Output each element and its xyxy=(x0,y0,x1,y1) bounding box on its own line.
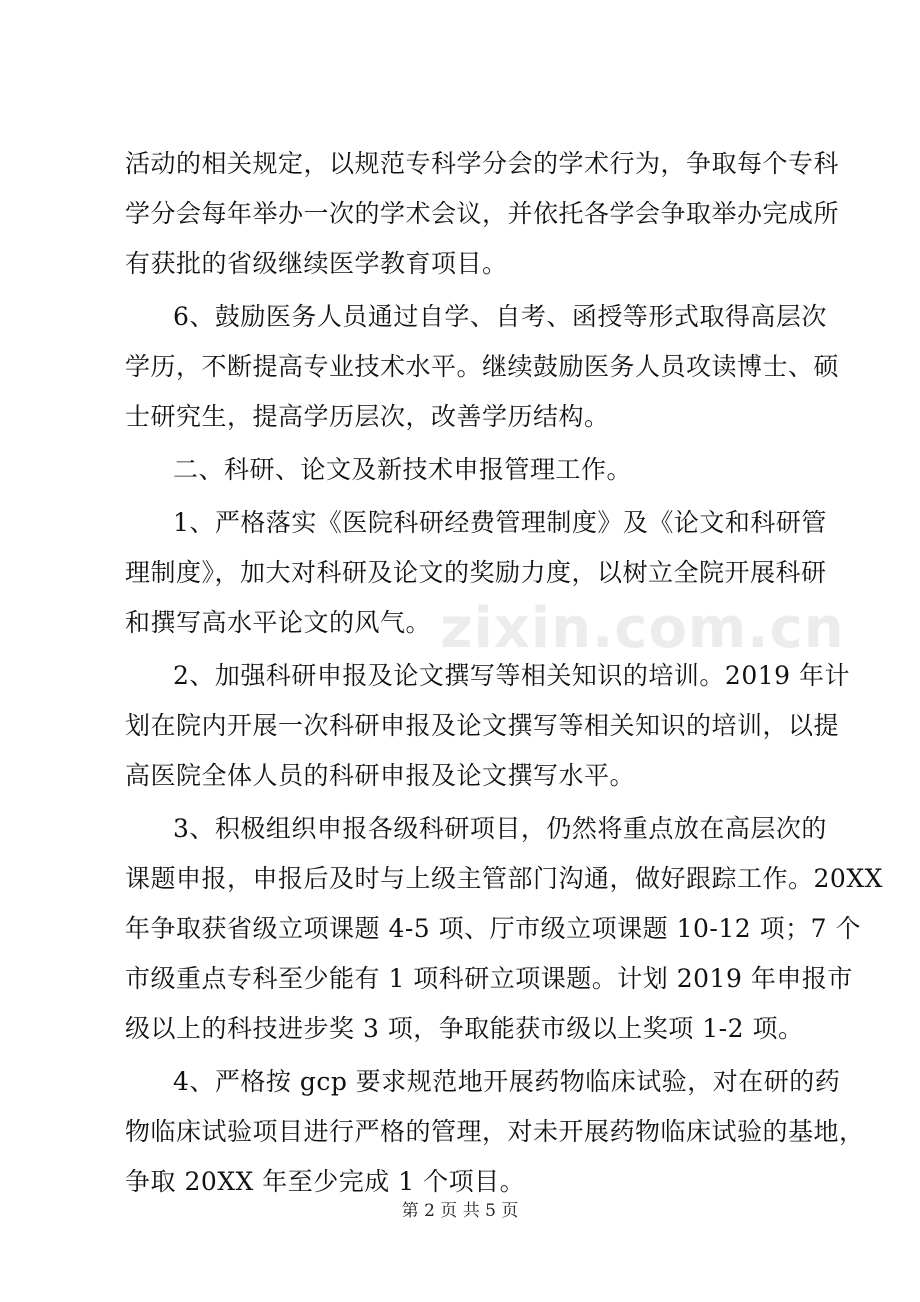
text-line: 学历，不断提高专业技术水平。继续鼓励医务人员攻读博士、硕 xyxy=(125,352,840,381)
text-line: 有获批的省级继续医学教育项目。 xyxy=(125,249,508,278)
section-heading: 二、科研、论文及新技术申报管理工作。 xyxy=(173,455,633,484)
text-line: 6、鼓励医务人员通过自学、自考、函授等形式取得高层次 xyxy=(173,302,827,331)
text-line: 3、积极组织申报各级科研项目，仍然将重点放在高层次的 xyxy=(173,814,827,843)
text-line: 士研究生，提高学历层次，改善学历结构。 xyxy=(125,402,610,431)
text-line: 级以上的科技进步奖 3 项，争取能获市级以上奖项 1-2 项。 xyxy=(125,1014,804,1043)
text-line: 理制度》，加大对科研及论文的奖励力度，以树立全院开展科研 xyxy=(125,558,827,587)
text-line: 4、严格按 gcp 要求规范地开展药物临床试验，对在研的药 xyxy=(173,1067,841,1096)
page-footer: 第 2 页 共 5 页 xyxy=(401,1201,519,1221)
text-line: 市级重点专科至少能有 1 项科研立项课题。计划 2019 年申报市 xyxy=(125,964,853,993)
text-line: 争取 20XX 年至少完成 1 个项目。 xyxy=(125,1167,526,1196)
document-body xyxy=(125,140,883,1208)
text-line: 年争取获省级立项课题 4-5 项、厅市级立项课题 10-12 项；7 个 xyxy=(125,914,861,943)
text-line: 物临床试验项目进行严格的管理，对未开展药物临床试验的基地， xyxy=(125,1117,865,1146)
watermark: zixin.com.cn xyxy=(440,596,845,661)
text-line: 课题申报，申报后及时与上级主管部门沟通，做好跟踪工作。20XX xyxy=(125,864,883,893)
text-line: 1、严格落实《医院科研经费管理制度》及《论文和科研管 xyxy=(173,508,827,537)
text-line: 学分会每年举办一次的学术会议，并依托各学会争取举办完成所 xyxy=(125,199,840,228)
text-line: 和撰写高水平论文的风气。 xyxy=(125,608,432,637)
text-line: 高医院全体人员的科研申报及论文撰写水平。 xyxy=(125,761,636,790)
text-line: 2、加强科研申报及论文撰写等相关知识的培训。2019 年计 xyxy=(173,661,850,690)
text-line: 活动的相关规定，以规范专科学分会的学术行为，争取每个专科 xyxy=(125,149,840,178)
text-line: 划在院内开展一次科研申报及论文撰写等相关知识的培训，以提 xyxy=(125,711,840,740)
